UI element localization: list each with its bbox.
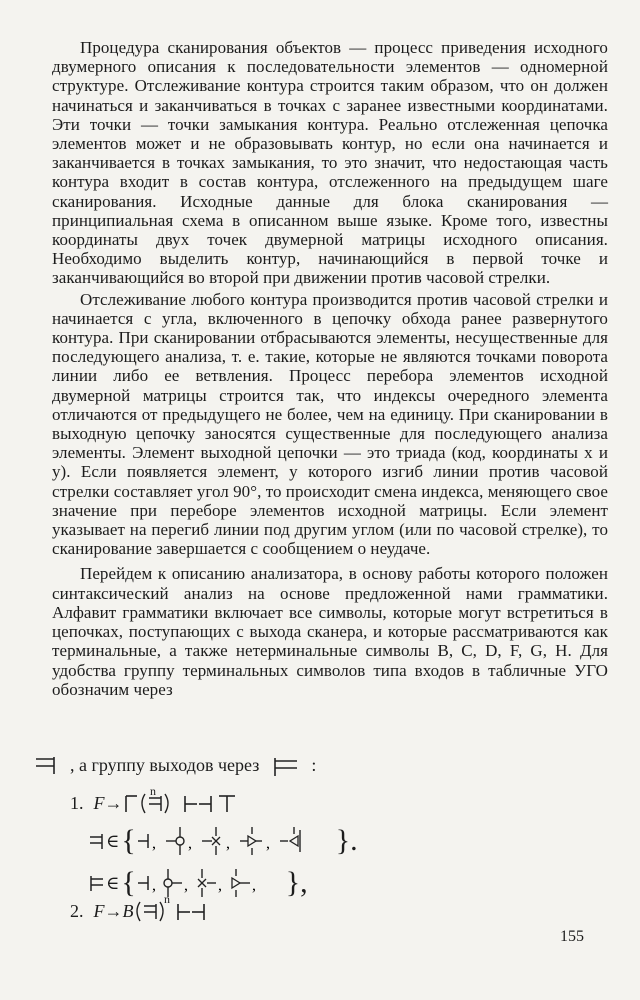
rule-1-number: 1. [70,792,84,813]
svg-text:,: , [183,877,188,894]
rule-1-arrow: → [104,792,123,813]
paragraph-3: Перейдем к описанию анализатора, в основу работы которого положен синтаксический анализ на основе предложенной нами грамматики. Алфавит грамматики включает все символы, которые могут встретиться в цепочках, поступающих с выхода сканера, и которые рассматриваются как терминальные, а также нетерминальные символы B, C, D, F, G, H. Для удобства группу терминальных символов типа входов в табличные УГО обозначим через [52,564,608,699]
svg-text:,: , [151,877,156,894]
set-close-brace: }, [285,866,308,899]
svg-text:,: , [265,835,270,852]
svg-text:,: , [251,877,256,894]
page-body [52,38,608,699]
rule-1-superscript: n [150,784,156,798]
input-elements-set [136,824,336,858]
svg-text:,: , [225,835,230,852]
rule-1-lhs: F [93,792,105,813]
paragraph-1: Процедура сканирования объектов — процесс приведения исходного двумерного описания к последовательности элементов — одномерной структуре. Отслеживание контура строится таким образом, что он должен начинаться и заканчиваться в точках с заранее известными координатами. Эти точки — точки замыкания контура. Реально отслеженная цепочка элементов может и не образовывать контур, но если она начинается и заканчивается в точках замыкания, то это значит, что недостающая часть контура входит в состав контура, отслеженного на предыдущем шаге сканирования. Исходные данные для блока сканирования — принципиальная схема в описанном выше языке. Кроме того, известны координаты двух точек двумерной матрицы исходного описания. Необходимо выделить контур, начинающийся в первой точке и заканчивающийся во второй при движении против часовой стрелки. [52,38,608,288]
input-group-symbol [34,754,64,776]
output-group-symbol [88,872,106,894]
set-open-brace: { [121,824,136,857]
formula-intro-colon: : [311,754,317,775]
rule-1-rhs-symbols [123,790,283,816]
paragraph-2: Отслеживание любого контура производится против часовой стрелки и начинается с угла, включенного в цепочку обхода ранее развернутого контура. При сканировании отбрасываются элементы, несущественные для последующего анализа, т. е. такие, которые не являются точками поворота линии либо ее ветвления. Процесс перебора элементов исходной двумерной матрицы строится так, что индексы очередного элемента отличаются от предыдущего не более, чем на единицу. При сканировании в выходную цепочку заносятся существенные для последующего анализа элементы. Элемент выходной цепочки — это триада (код, координаты x и y). Если появляется элемент, у которого изгиб линии против часовой стрелки составляет угол 90°, то происходит смена индекса, меняющего свое значение при переборе элементов исходной матрицы. Если элемент указывает на перегиб линии под другим углом (или по часовой стрелке), то сканирование завершается с сообщением о неудаче. [52,289,608,559]
rule-2-superscript: n [164,892,170,906]
output-group-symbol [271,752,305,778]
set-open-brace: { [121,866,136,899]
set-membership-symbol: ∈ [106,830,120,851]
svg-text:,: , [151,835,156,852]
rule-2-nonterminal: B [122,900,134,921]
rule-2-arrow: → [104,900,123,921]
rule-2-number: 2. [70,900,84,921]
svg-text:,: , [187,835,192,852]
rule-2-lhs: F [93,900,105,921]
input-group-symbol [88,830,106,852]
svg-text:,: , [217,877,222,894]
formula-intro-text: , а группу выходов через [70,754,260,775]
rule-2-rhs-symbols [134,898,214,924]
set-close-brace: }. [335,824,358,857]
page-number: 155 [560,928,584,945]
set-membership-symbol: ∈ [106,872,120,893]
output-elements-set [136,866,286,900]
